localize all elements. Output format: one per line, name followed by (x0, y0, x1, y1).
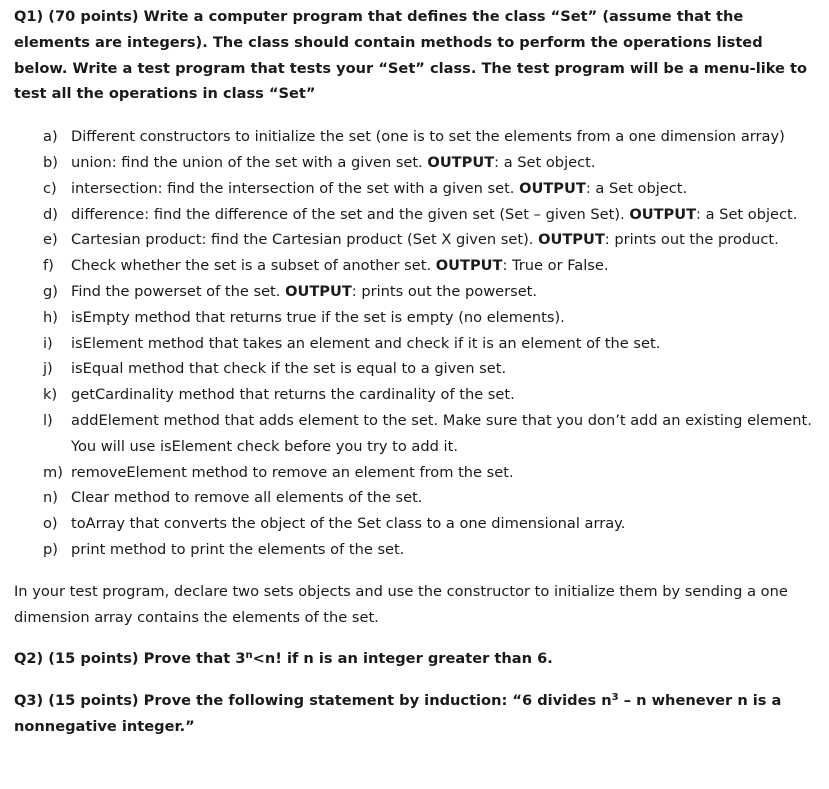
q2-suffix: <n! if n is an integer greater than 6. (252, 650, 553, 668)
list-item-text (71, 537, 814, 563)
list-item (14, 279, 814, 305)
list-item-text (71, 150, 814, 176)
output-description: : True or False. (502, 257, 609, 275)
list-item-description: union: find the union of the set with a given set. (71, 153, 428, 171)
list-item-description: removeElement method to remove an element from the set. (71, 463, 514, 481)
q2-statement (14, 646, 814, 672)
list-item (14, 227, 814, 253)
output-description: : a Set object. (494, 153, 596, 171)
list-item-marker: g) (43, 282, 58, 300)
list-item-description: difference: find the difference of the set and the given set (Set – given Set). (71, 205, 630, 223)
list-item (14, 124, 814, 150)
list-item-marker: e) (43, 231, 58, 249)
list-item-description: toArray that converts the object of the Set class to a one dimensional array. (71, 515, 626, 533)
output-description: : a Set object. (696, 205, 798, 223)
list-item-text (71, 279, 814, 305)
list-item-marker: a) (43, 128, 58, 146)
list-item (14, 331, 814, 357)
list-item-text (71, 124, 814, 150)
list-item (14, 511, 814, 537)
list-item-text (71, 382, 814, 408)
list-item-text (71, 485, 814, 511)
list-item-marker: k) (43, 386, 58, 404)
list-item-description: print method to print the elements of the set. (71, 540, 405, 558)
list-item-text (71, 511, 814, 537)
list-item-description: Cartesian product: find the Cartesian product (Set X given set). (71, 231, 539, 249)
output-label: OUTPUT (427, 153, 495, 171)
list-item-text (71, 176, 814, 202)
output-label: OUTPUT (629, 205, 697, 223)
list-item (14, 485, 814, 511)
list-item (14, 176, 814, 202)
list-item-marker: n) (43, 489, 58, 507)
list-item-description: Clear method to remove all elements of the set. (71, 489, 423, 507)
list-item (14, 305, 814, 331)
output-description: : a Set object. (585, 179, 688, 197)
list-item-marker: h) (43, 308, 58, 326)
output-label: OUTPUT (519, 179, 586, 197)
list-item-description: isEqual method that check if the set is equal to a given set. (71, 360, 507, 378)
list-item-description: Find the powerset of the set. (71, 282, 286, 300)
list-item-text (71, 331, 814, 357)
output-label: OUTPUT (538, 231, 605, 249)
list-item-marker: o) (43, 515, 58, 533)
list-item-marker: i) (43, 334, 53, 352)
list-item-marker: d) (43, 205, 58, 223)
q3-prefix: Q3) (15 points) Prove the following statement by induction: “6 divides n (14, 692, 612, 710)
q2-prefix: Q2) (15 points) Prove that 3 (14, 650, 246, 668)
list-item-marker: j) (43, 360, 53, 378)
list-item (14, 537, 814, 563)
list-item (14, 150, 814, 176)
list-item (14, 253, 814, 279)
list-item (14, 460, 814, 486)
list-item-marker: b) (43, 153, 58, 171)
list-item-text (71, 227, 814, 253)
output-label: OUTPUT (285, 282, 352, 300)
output-description: : prints out the product. (604, 231, 779, 249)
list-item-marker: m) (43, 463, 63, 481)
list-item-text (71, 356, 814, 382)
list-item-description: isEmpty method that returns true if the set is empty (no elements). (71, 308, 565, 326)
list-item-marker: l) (43, 411, 53, 429)
list-item-text (71, 408, 814, 460)
list-item-marker: c) (43, 179, 57, 197)
q1-test-paragraph: In your test program, declare two sets objects and use the constructor to initialize them by sending a one dimension array contains the elements of the set. (14, 582, 788, 626)
list-item-text (71, 253, 814, 279)
list-item-description: Check whether the set is a subset of another set. (71, 257, 436, 275)
output-label: OUTPUT (435, 257, 503, 275)
list-item-description: Different constructors to initialize the set (one is to set the elements from a one dimension array) (71, 128, 785, 146)
list-item (14, 382, 814, 408)
list-item (14, 202, 814, 228)
list-item-text (71, 202, 814, 228)
q1-heading: Q1) (70 points) Write a computer program that defines the class “Set” (assume that the elements are integers). The class should contain methods to perform the operations listed below. Write a test program that tests your “Set” class. The test program will be a menu-like to test all the operations in class “Set” (14, 8, 808, 103)
list-item-text (71, 305, 814, 331)
document-page (14, 4, 814, 740)
q1-operations-list (14, 124, 814, 563)
q3-statement (14, 688, 814, 740)
list-item-marker: f) (43, 257, 54, 275)
q3-exponent: 3 (611, 692, 619, 704)
list-item-description: addElement method that adds element to the set. Make sure that you don’t add an existing element. You will use isElement check before you try to add it. (71, 411, 812, 455)
list-item-description: intersection: find the intersection of the set with a given set. (71, 179, 520, 197)
q3-suffix: – n whenever n is a nonnegative integer.” (14, 692, 782, 735)
q2-exponent: n (245, 650, 253, 662)
list-item (14, 356, 814, 382)
list-item-marker: p) (43, 540, 58, 558)
output-description: : prints out the powerset. (351, 282, 538, 300)
list-item (14, 408, 814, 460)
list-item-description: getCardinality method that returns the cardinality of the set. (71, 386, 515, 404)
list-item-text (71, 460, 814, 486)
list-item-description: isElement method that takes an element and check if it is an element of the set. (71, 334, 661, 352)
